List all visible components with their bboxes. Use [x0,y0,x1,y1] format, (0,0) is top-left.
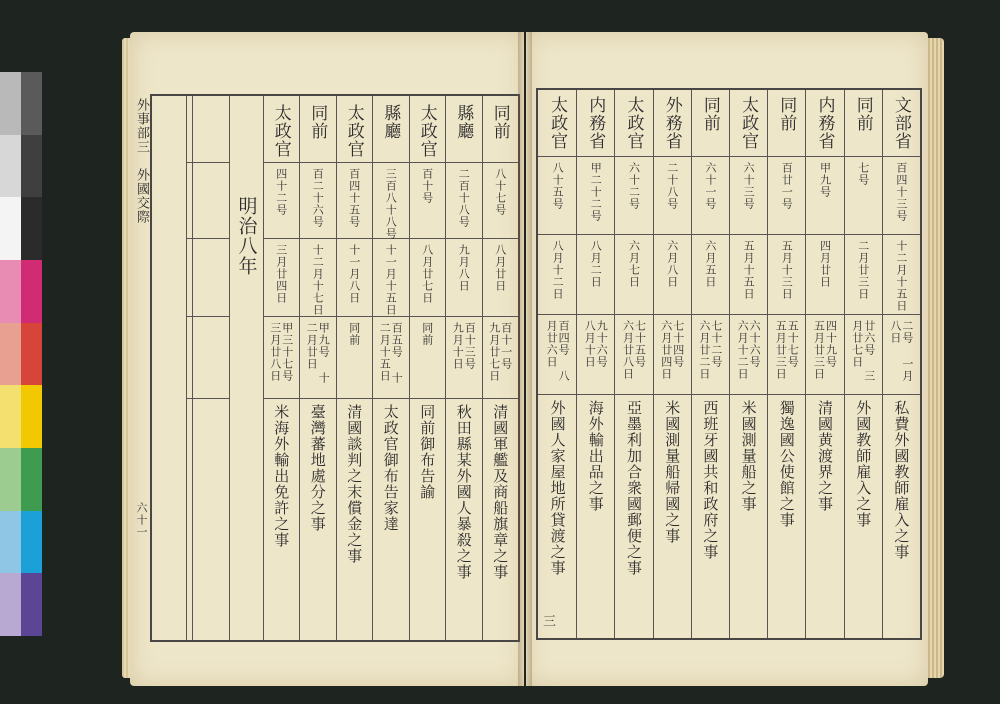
table-cell [614,320,652,390]
entry-date: 八月廿日 [493,244,507,292]
table-cell [445,322,482,392]
entry-reference: 六十六号 六月十二日 [736,320,762,380]
table-cell [372,244,409,316]
entry-number: 八十七号 [493,168,507,216]
table-cell [336,104,373,158]
table-cell [729,320,767,390]
table-cell [767,96,805,132]
table-cell [263,404,300,548]
table-cell [653,162,691,210]
entry-number: 六十三号 [742,162,756,210]
table-cell [614,240,652,288]
table-cell [409,168,446,204]
entry-title: 秋田縣某外國人暴殺之事 [454,404,473,580]
entry-issuer: 縣廳 [453,104,474,140]
folio-mark: 三 [540,614,555,628]
table-cell [882,162,920,222]
table-cell [767,320,805,390]
table-cell [372,322,409,392]
entry-reference: 四十九号 五月廿三日 [812,320,838,380]
entry-reference: 甲九号 十二月廿日 [305,322,331,384]
entry-date: 五月十五日 [742,240,756,300]
right-page [526,32,928,686]
entry-reference: 同前 [347,322,361,346]
table-column-divider [299,96,300,640]
entry-title: 同前御布告諭 [418,404,437,500]
table-cell [729,240,767,300]
table-cell [372,168,409,240]
entry-date: 十二月十五日 [894,240,908,312]
table-cell [614,400,652,576]
entry-reference: 廿六号 三月廿七日 [850,320,876,382]
table-cell [445,168,482,228]
entry-title: 米海外輸出免許之事 [272,404,291,548]
table-row-divider [263,162,519,163]
table-cell [844,400,882,528]
table-cell [691,400,729,560]
table-cell [614,162,652,210]
entry-number: 三百八十八号 [384,168,398,240]
table-cell [882,240,920,312]
entry-issuer: 外務省 [661,96,682,150]
table-cell [576,320,614,390]
entry-issuer: 同前 [852,96,873,132]
entry-number: 四十二号 [274,168,288,216]
color-calibration-strip [0,72,42,636]
table-cell [409,404,446,500]
table-cell [263,322,300,392]
entry-reference: 五十七号 五月廿三日 [774,320,800,380]
calibration-patch [21,260,42,323]
calibration-patch [0,197,21,260]
entry-number: 甲二十二号 [589,162,603,222]
table-column-divider [614,90,615,638]
table-cell [445,104,482,140]
table-cell [882,400,920,560]
table-row-divider [186,238,229,239]
entry-date: 四月廿日 [818,240,832,288]
table-cell [482,244,519,292]
table-cell [299,168,336,228]
entry-issuer: 同前 [307,104,328,140]
table-cell [299,404,336,532]
table-cell [844,320,882,390]
table-cell [263,168,300,216]
table-cell [767,400,805,528]
table-cell [691,96,729,132]
table-cell [691,162,729,210]
table-cell [336,168,373,228]
entry-issuer: 内務省 [585,96,606,150]
entry-number: 二十八号 [665,162,679,210]
entry-issuer: 同前 [489,104,510,140]
table-cell [805,320,843,390]
entry-issuer: 同前 [776,96,797,132]
calibration-patch [0,260,21,323]
entry-issuer: 同前 [699,96,720,132]
table-cell [653,96,691,150]
entry-reference: 百十三号 九月十日 [451,322,477,370]
table-cell [263,244,300,304]
calibration-patch [21,323,42,386]
entry-number: 八十五号 [551,162,565,210]
calibration-patch [21,72,42,135]
table-row-divider [263,316,519,317]
table-row-divider [186,162,229,163]
entry-date: 六月五日 [703,240,717,288]
entry-date: 五月十三日 [780,240,794,300]
entries-table-left [150,94,520,642]
table-cell [805,240,843,288]
table-cell [482,104,519,140]
table-cell [538,320,576,390]
calibration-patch [21,197,42,260]
entry-number: 甲九号 [818,162,832,198]
table-column-divider [691,90,692,638]
table-cell [844,240,882,300]
entry-title: 臺灣蕃地處分之事 [308,404,327,532]
table-column-divider [372,96,373,640]
table-column-divider [445,96,446,640]
entry-title: 米國測量船帰國之事 [663,400,682,544]
entry-date: 二月廿三日 [856,240,870,300]
entries-table-right [536,88,922,640]
table-row-divider [263,398,519,399]
table-cell [263,104,300,158]
table-cell [409,322,446,346]
table-cell [729,96,767,150]
entry-reference: 七十四号 六月廿四日 [659,320,685,380]
entry-number: 百廿一号 [780,162,794,210]
entry-issuer: 太政官 [547,96,568,150]
table-column-divider [229,96,230,640]
table-row-divider [186,398,229,399]
table-cell [299,104,336,140]
table-column-divider [767,90,768,638]
table-column-divider [263,96,264,640]
table-cell [445,404,482,580]
entry-reference: 百五号 十二月十五日 [378,322,404,384]
entry-reference: 同前 [420,322,434,346]
table-cell [299,244,336,316]
table-cell [482,322,519,392]
page-header: 外事部三 外國交際 [134,98,149,224]
entry-issuer: 縣廳 [380,104,401,140]
table-cell [336,322,373,346]
entry-title: 米國測量船之事 [739,400,758,512]
entry-number: 百二十六号 [311,168,325,228]
table-cell [729,400,767,512]
table-cell [653,320,691,390]
entry-issuer: 太政官 [270,104,291,158]
entry-number: 六十二号 [627,162,641,210]
entry-reference: 二号 一月八日 [888,320,914,382]
entry-issuer: 太政官 [623,96,644,150]
table-cell [299,322,336,392]
entry-number: 百四十三号 [894,162,908,222]
entry-reference: 九十六号 八月十日 [583,320,609,368]
table-column-divider [336,96,337,640]
open-book [118,24,944,692]
table-column-divider [882,90,883,638]
entry-date: 八月十二日 [551,240,565,300]
table-column-divider [844,90,845,638]
calibration-patch [21,448,42,511]
calibration-patch [0,135,21,198]
table-cell [882,96,920,150]
calibration-patch [0,72,21,135]
table-column-divider [805,90,806,638]
entry-date: 八月二日 [589,240,603,288]
table-column-divider [576,90,577,638]
table-cell [538,96,576,150]
calibration-patch [21,573,42,636]
table-column-divider [192,96,193,640]
table-cell [882,320,920,390]
table-cell [767,240,805,300]
entry-reference: 甲三十七号 三月廿八日 [268,322,294,382]
table-cell [538,240,576,300]
table-cell [805,96,843,150]
entry-date: 十二月十七日 [311,244,325,316]
entry-title: 外國人家屋地所貸渡之事 [548,400,567,576]
entry-title: 外國教師雇入之事 [854,400,873,528]
entry-reference: 七十五号 六月廿八日 [621,320,647,380]
table-cell [336,244,373,304]
entry-reference: 百四号 八月廿六日 [545,320,571,382]
calibration-patch [0,448,21,511]
entry-title: 清國軍艦及商船旗章之事 [491,404,510,580]
entry-date: 六月八日 [665,240,679,288]
table-cell [372,404,409,532]
entry-number: 七号 [856,162,870,186]
table-column-divider [186,96,187,640]
entry-title: 海外輸出品之事 [586,400,605,512]
table-cell [614,96,652,150]
calibration-patch [0,573,21,636]
entry-title: 亞墨利加合衆國郵便之事 [624,400,643,576]
table-column-divider [409,96,410,640]
table-cell [729,162,767,210]
table-cell [653,240,691,288]
table-cell [336,404,373,564]
table-cell [372,104,409,140]
table-cell [653,400,691,544]
table-cell [538,162,576,210]
table-cell [482,168,519,216]
table-cell [691,320,729,390]
table-cell [576,162,614,222]
entry-issuer: 太政官 [416,104,437,158]
calibration-patch [0,385,21,448]
entry-issuer: 内務省 [814,96,835,150]
entry-title: 西班牙國共和政府之事 [701,400,720,560]
entry-title: 太政官御布告家達 [381,404,400,532]
table-column-divider [482,96,483,640]
entry-title: 清國談判之末償金之事 [345,404,364,564]
entry-title: 清國黄渡界之事 [815,400,834,512]
entry-number: 六十一号 [703,162,717,210]
entry-date: 十一月八日 [347,244,361,304]
entry-date: 九月八日 [457,244,471,292]
era-label: 明治八年 [235,196,258,276]
table-cell [691,240,729,288]
folio-number: 六十一 [135,502,148,538]
entry-date: 十一月十五日 [384,244,398,316]
table-cell [576,240,614,288]
entry-date: 三月廿四日 [274,244,288,304]
calibration-patch [0,323,21,386]
table-column-divider [729,90,730,638]
table-cell [805,162,843,198]
entry-number: 百十号 [420,168,434,204]
table-row-divider [186,316,229,317]
calibration-patch [0,511,21,574]
entry-issuer: 文部省 [890,96,911,150]
entry-issuer: 太政官 [343,104,364,158]
book-gutter [518,32,532,686]
table-cell [482,404,519,580]
table-cell [844,162,882,186]
table-cell [409,244,446,304]
calibration-patch [21,135,42,198]
entry-date: 八月廿七日 [420,244,434,304]
entry-number: 二百十八号 [457,168,471,228]
table-cell [538,400,576,576]
entry-reference: 七十二号 六月廿二日 [697,320,723,380]
table-cell [767,162,805,210]
calibration-patch [21,511,42,574]
table-column-divider [653,90,654,638]
entry-reference: 百十一号 九月廿七日 [487,322,513,382]
table-cell [844,96,882,132]
entry-title: 私費外國教師雇入之事 [892,400,911,560]
table-cell [576,96,614,150]
table-cell [445,244,482,292]
table-cell [576,400,614,512]
entry-title: 獨逸國公使館之事 [777,400,796,528]
entry-number: 百四十五号 [347,168,361,228]
entry-issuer: 太政官 [738,96,759,150]
entry-date: 六月七日 [627,240,641,288]
left-page [130,32,524,686]
table-cell [805,400,843,512]
calibration-patch [21,385,42,448]
table-cell [409,104,446,158]
